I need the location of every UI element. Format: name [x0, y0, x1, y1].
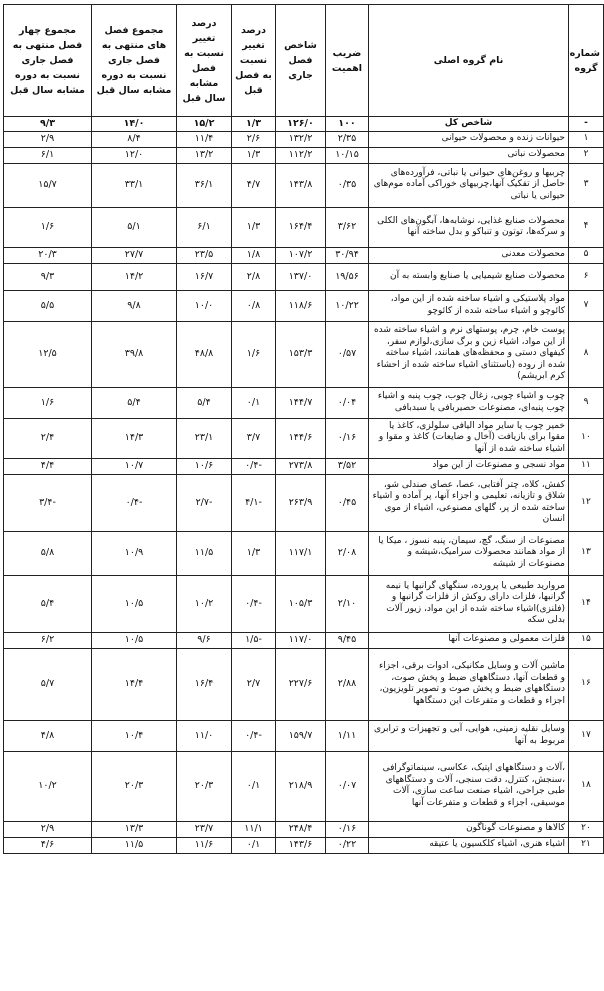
change-four-quarters: ۲/۹	[4, 821, 92, 837]
change-four-quarters: ۱۲/۵	[4, 321, 92, 387]
change-four-quarters: ۵/۴	[4, 575, 92, 632]
row-number: ۳	[569, 163, 604, 207]
change-prev-quarter: -۰/۴	[232, 720, 276, 751]
group-name: حیوانات زنده و محصولات حیوانی	[369, 131, 569, 147]
row-number: ۸	[569, 321, 604, 387]
change-four-quarters: ۲/۴	[4, 418, 92, 458]
group-name: خمیر چوب یا سایر مواد الیافی سلولزی، کاغذ یا مقوا برای بازیافت (آخال و ضایعات) کاغذ و مقوا و اشیاء ساخته شده از آنها	[369, 418, 569, 458]
index-value: ۱۵۳/۳	[276, 321, 326, 387]
index-value: ۱۴۳/۶	[276, 837, 326, 853]
change-prev-quarter: ۳/۷	[232, 418, 276, 458]
weight-value: ۲/۸۸	[326, 648, 369, 720]
change-prev-quarter: ۱۱/۱	[232, 821, 276, 837]
row-number: -	[569, 117, 604, 132]
change-ytd: ۱۰/۵	[92, 575, 177, 632]
group-name: محصولات نباتی	[369, 147, 569, 163]
change-prev-quarter: ۴/۷	[232, 163, 276, 207]
table-row	[4, 147, 604, 163]
change-four-quarters: ۱/۶	[4, 387, 92, 418]
row-number: ۱۰	[569, 418, 604, 458]
index-value: ۱۳۷/۰	[276, 263, 326, 290]
weight-value: ۲/۳۵	[326, 131, 369, 147]
change-ytd: ۱۱/۵	[92, 837, 177, 853]
change-same-quarter: ۱۱/۶	[177, 837, 232, 853]
change-prev-quarter: ۲/۶	[232, 131, 276, 147]
group-name: پوست خام، چرم، پوستهای نرم و اشیاء ساخته شده از این مواد، اشیاء زین و برگ سازی،لوازم سفر، کیفهای دستی و محفظه‌های همانند، اشیاء ساخته شده از روده (باستثنای اشیاء ساخته شده از احشاء کرم ابریشم)	[369, 321, 569, 387]
change-ytd: ۵/۱	[92, 207, 177, 247]
header-group-name: نام گروه اصلی	[369, 5, 569, 117]
header-weight: ضریب اهمیت	[326, 5, 369, 117]
change-four-quarters: ۴/۶	[4, 837, 92, 853]
weight-value: ۲/۱۰	[326, 575, 369, 632]
table-row	[4, 263, 604, 290]
change-prev-quarter: ۱/۸	[232, 247, 276, 263]
change-same-quarter: ۱۰/۲	[177, 575, 232, 632]
header-change-four-quarters: مجموع چهار فصل منتهی به فصل جاری نسبت به دوره مشابه سال قبل	[4, 5, 92, 117]
index-value: ۱۲۶/۰	[276, 117, 326, 132]
header-row-no: شماره گروه	[569, 5, 604, 117]
group-name: مصنوعات از سنگ، گچ، سیمان، پنبه نسوز ، میکا یا از مواد همانند محصولات سرامیک،شیشه و مصنوعات از شیشه	[369, 531, 569, 575]
change-prev-quarter: ۰/۱	[232, 387, 276, 418]
change-same-quarter: ۱۳/۲	[177, 147, 232, 163]
change-prev-quarter: ۰/۱	[232, 837, 276, 853]
row-number: ۵	[569, 247, 604, 263]
change-prev-quarter: -۰/۴	[232, 458, 276, 474]
row-number: ۱	[569, 131, 604, 147]
change-prev-quarter: -۰/۴	[232, 575, 276, 632]
change-ytd: ۱۴/۳	[92, 418, 177, 458]
weight-value: ۲/۰۸	[326, 531, 369, 575]
export-price-index-table	[3, 4, 604, 854]
table-row	[4, 632, 604, 648]
change-ytd: ۵/۴	[92, 387, 177, 418]
group-name: مواد نسجی و مصنوعات از این مواد	[369, 458, 569, 474]
table-row	[4, 474, 604, 531]
change-prev-quarter: ۱/۳	[232, 117, 276, 132]
header-change-prev-quarter: درصد تغییر نسبت به فصل قبل	[232, 5, 276, 117]
header-change-same-quarter: درصد تغییر نسبت به فصل مشابه سال قبل	[177, 5, 232, 117]
table-row	[4, 131, 604, 147]
table-row	[4, 751, 604, 821]
change-same-quarter: ۲۳/۷	[177, 821, 232, 837]
change-prev-quarter: ۰/۱	[232, 751, 276, 821]
group-name: مواد پلاستیکی و اشیاء ساخته شده از این مواد، کائوچو و اشیاء ساخته شده از کائوچو	[369, 290, 569, 321]
weight-value: ۳۰/۹۴	[326, 247, 369, 263]
weight-value: ۱۹/۵۶	[326, 263, 369, 290]
change-ytd: ۱۴/۴	[92, 648, 177, 720]
group-name: کالاها و مصنوعات گوناگون	[369, 821, 569, 837]
row-number: ۹	[569, 387, 604, 418]
change-same-quarter: ۲۰/۳	[177, 751, 232, 821]
row-number: ۱۴	[569, 575, 604, 632]
row-number: ۱۶	[569, 648, 604, 720]
table-row	[4, 575, 604, 632]
row-number: ۱۷	[569, 720, 604, 751]
change-ytd: ۱۰/۷	[92, 458, 177, 474]
change-prev-quarter: ۱/۶	[232, 321, 276, 387]
change-same-quarter: ۱۱/۵	[177, 531, 232, 575]
index-value: ۲۷۳/۸	[276, 458, 326, 474]
table-row	[4, 321, 604, 387]
change-four-quarters: ۶/۲	[4, 632, 92, 648]
change-prev-quarter: ۱/۳	[232, 147, 276, 163]
change-ytd: ۲۷/۷	[92, 247, 177, 263]
change-same-quarter: ۲۳/۵	[177, 247, 232, 263]
index-value: ۱۴۴/۷	[276, 387, 326, 418]
total-row	[4, 117, 604, 132]
change-prev-quarter: ۲/۷	[232, 648, 276, 720]
row-number: ۲	[569, 147, 604, 163]
weight-value: ۱۰/۱۵	[326, 147, 369, 163]
change-prev-quarter: ۱/۳	[232, 531, 276, 575]
index-value: ۱۴۳/۸	[276, 163, 326, 207]
change-ytd: ۱۲/۰	[92, 147, 177, 163]
row-number: ۱۸	[569, 751, 604, 821]
change-same-quarter: ۳۶/۱	[177, 163, 232, 207]
index-value: ۲۱۸/۹	[276, 751, 326, 821]
table-row	[4, 290, 604, 321]
change-ytd: ۳۹/۸	[92, 321, 177, 387]
change-same-quarter: -۲/۷	[177, 474, 232, 531]
weight-value: ۰/۲۲	[326, 837, 369, 853]
change-ytd: -۰/۴	[92, 474, 177, 531]
index-value: ۱۱۷/۱	[276, 531, 326, 575]
group-name: چربیها و روغن‌های حیوانی یا نباتی، فرآورده‌های حاصل از تفکیک آنها،چربیهای خوراکی آماده موم‌های حیوانی یا نباتی	[369, 163, 569, 207]
table-row	[4, 207, 604, 247]
table-row	[4, 648, 604, 720]
change-same-quarter: ۱۰/۰	[177, 290, 232, 321]
change-four-quarters: -۳/۴	[4, 474, 92, 531]
weight-value: ۰/۳۵	[326, 163, 369, 207]
change-same-quarter: ۱۶/۷	[177, 263, 232, 290]
weight-value: ۱/۱۱	[326, 720, 369, 751]
row-number: ۲۱	[569, 837, 604, 853]
row-number: ۶	[569, 263, 604, 290]
change-ytd: ۱۳/۳	[92, 821, 177, 837]
change-four-quarters: ۵/۸	[4, 531, 92, 575]
index-value: ۲۴۸/۴	[276, 821, 326, 837]
change-four-quarters: ۵/۵	[4, 290, 92, 321]
group-name: فلزات معمولی و مصنوعات آنها	[369, 632, 569, 648]
header-index: شاخص فصل جاری	[276, 5, 326, 117]
group-name: محصولات معدنی	[369, 247, 569, 263]
weight-value: ۰/۴۵	[326, 474, 369, 531]
table-row	[4, 531, 604, 575]
index-value: ۱۱۸/۶	[276, 290, 326, 321]
index-value: ۱۵۹/۷	[276, 720, 326, 751]
change-four-quarters: ۴/۴	[4, 458, 92, 474]
change-same-quarter: ۱۰/۶	[177, 458, 232, 474]
change-four-quarters: ۱۵/۷	[4, 163, 92, 207]
change-same-quarter: ۵/۴	[177, 387, 232, 418]
row-number: ۲۰	[569, 821, 604, 837]
change-four-quarters: ۱۰/۲	[4, 751, 92, 821]
change-four-quarters: ۲۰/۳	[4, 247, 92, 263]
change-same-quarter: ۲۳/۱	[177, 418, 232, 458]
weight-value: ۰/۰۷	[326, 751, 369, 821]
group-name: چوب و اشیاء چوبی، زغال چوب، چوب پنبه و اشیاء چوب پنبه‌ای، مصنوعات حصیربافی یا سبدبافی	[369, 387, 569, 418]
group-name: ماشین آلات و وسایل مکانیکی، ادوات برقی، اجزاء و قطعات آنها، دستگاههای ضبط و پخش صوت، دستگاههای ضبط و پخش صوت و تصویر تلویزیون، اجزاء و قطعات و متفرعات این دستگاهها	[369, 648, 569, 720]
change-prev-quarter: ۰/۸	[232, 290, 276, 321]
change-same-quarter: ۴۸/۸	[177, 321, 232, 387]
change-ytd: ۲۰/۳	[92, 751, 177, 821]
index-value: ۲۲۷/۶	[276, 648, 326, 720]
weight-value: ۹/۴۵	[326, 632, 369, 648]
index-value: ۱۳۲/۲	[276, 131, 326, 147]
table-row	[4, 163, 604, 207]
index-value: ۱۰۷/۲	[276, 247, 326, 263]
change-same-quarter: ۶/۱	[177, 207, 232, 247]
table-row	[4, 458, 604, 474]
header-row	[4, 5, 604, 117]
weight-value: ۳/۵۲	[326, 458, 369, 474]
index-value: ۱۰۵/۳	[276, 575, 326, 632]
weight-value: ۳/۶۲	[326, 207, 369, 247]
change-prev-quarter: ۱/۳	[232, 207, 276, 247]
index-value: ۱۶۴/۴	[276, 207, 326, 247]
change-four-quarters: ۶/۱	[4, 147, 92, 163]
index-value: ۱۱۲/۲	[276, 147, 326, 163]
weight-value: ۰/۵۷	[326, 321, 369, 387]
header-change-ytd: مجموع فصل های منتهی به فصل جاری نسبت به دوره مشابه سال قبل	[92, 5, 177, 117]
change-ytd: ۱۰/۵	[92, 632, 177, 648]
change-prev-quarter: -۴/۱	[232, 474, 276, 531]
change-four-quarters: ۹/۳	[4, 263, 92, 290]
group-name: ،آلات و دستگاههای اپتیک، عکاسی، سینماتوگرافی ،سنجش، کنترل، دقت سنجی، آلات و دستگاههای طبی جراحی، اشیاء صنعت ساعت سازی، آلات موسیقی، اجزاء و قطعات و متفرعات آنها	[369, 751, 569, 821]
table-row	[4, 837, 604, 853]
change-same-quarter: ۱۶/۴	[177, 648, 232, 720]
weight-value: ۰/۰۴	[326, 387, 369, 418]
change-same-quarter: ۱۵/۲	[177, 117, 232, 132]
row-number: ۷	[569, 290, 604, 321]
table-row	[4, 247, 604, 263]
change-ytd: ۱۴/۲	[92, 263, 177, 290]
index-value: ۲۶۳/۹	[276, 474, 326, 531]
change-prev-quarter: ۲/۸	[232, 263, 276, 290]
change-four-quarters: ۲/۹	[4, 131, 92, 147]
change-same-quarter: ۹/۶	[177, 632, 232, 648]
row-number: ۱۲	[569, 474, 604, 531]
change-ytd: ۳۳/۱	[92, 163, 177, 207]
table-row	[4, 821, 604, 837]
change-ytd: ۱۰/۴	[92, 720, 177, 751]
index-value: ۱۱۷/۰	[276, 632, 326, 648]
change-prev-quarter: -۱/۵	[232, 632, 276, 648]
index-value: ۱۴۴/۶	[276, 418, 326, 458]
row-number: ۱۵	[569, 632, 604, 648]
table-row	[4, 720, 604, 751]
row-number: ۱۳	[569, 531, 604, 575]
change-same-quarter: ۱۱/۰	[177, 720, 232, 751]
row-number: ۱۱	[569, 458, 604, 474]
group-name: محصولات صنایع غذایی، نوشابه‌ها، آبگون‌های الکلی و سرکه‌ها، توتون و تنباکو و بدل ساخته آنها	[369, 207, 569, 247]
change-four-quarters: ۱/۶	[4, 207, 92, 247]
group-name: وسایل نقلیه زمینی، هوایی، آبی و تجهیزات و ترابری مربوط به آنها	[369, 720, 569, 751]
weight-value: ۰/۱۶	[326, 418, 369, 458]
row-number: ۴	[569, 207, 604, 247]
change-ytd: ۸/۴	[92, 131, 177, 147]
group-name: محصولات صنایع شیمیایی یا صنایع وابسته به آن	[369, 263, 569, 290]
weight-value: ۱۰۰	[326, 117, 369, 132]
change-four-quarters: ۹/۳	[4, 117, 92, 132]
weight-value: ۰/۱۶	[326, 821, 369, 837]
change-ytd: ۱۰/۹	[92, 531, 177, 575]
group-name: اشیاء هنری، اشیاء کلکسیون یا عتیقه	[369, 837, 569, 853]
change-ytd: ۱۴/۰	[92, 117, 177, 132]
table-row	[4, 418, 604, 458]
table-row	[4, 387, 604, 418]
change-same-quarter: ۱۱/۴	[177, 131, 232, 147]
change-four-quarters: ۴/۸	[4, 720, 92, 751]
change-ytd: ۹/۸	[92, 290, 177, 321]
weight-value: ۱۰/۲۲	[326, 290, 369, 321]
group-name: مروارید طبیعی یا پرورده، سنگهای گرانبها یا نیمه گرانبها، فلزات دارای روکش از فلزات گرانبها و (فلنزی)اشیاء ساخته شده از این مواد، زیور آلات بدلی سکه	[369, 575, 569, 632]
change-four-quarters: ۵/۷	[4, 648, 92, 720]
group-name: شاخص کل	[369, 117, 569, 132]
group-name: کفش، کلاه، چتر آفتابی، عصا، عصای صندلی شو، شلاق و تازیانه، تعلیمی و اجزاء آنها، پر آماده و اشیاء ساخته شده از پر، گلهای مصنوعی، اشیاء از موی انسان	[369, 474, 569, 531]
